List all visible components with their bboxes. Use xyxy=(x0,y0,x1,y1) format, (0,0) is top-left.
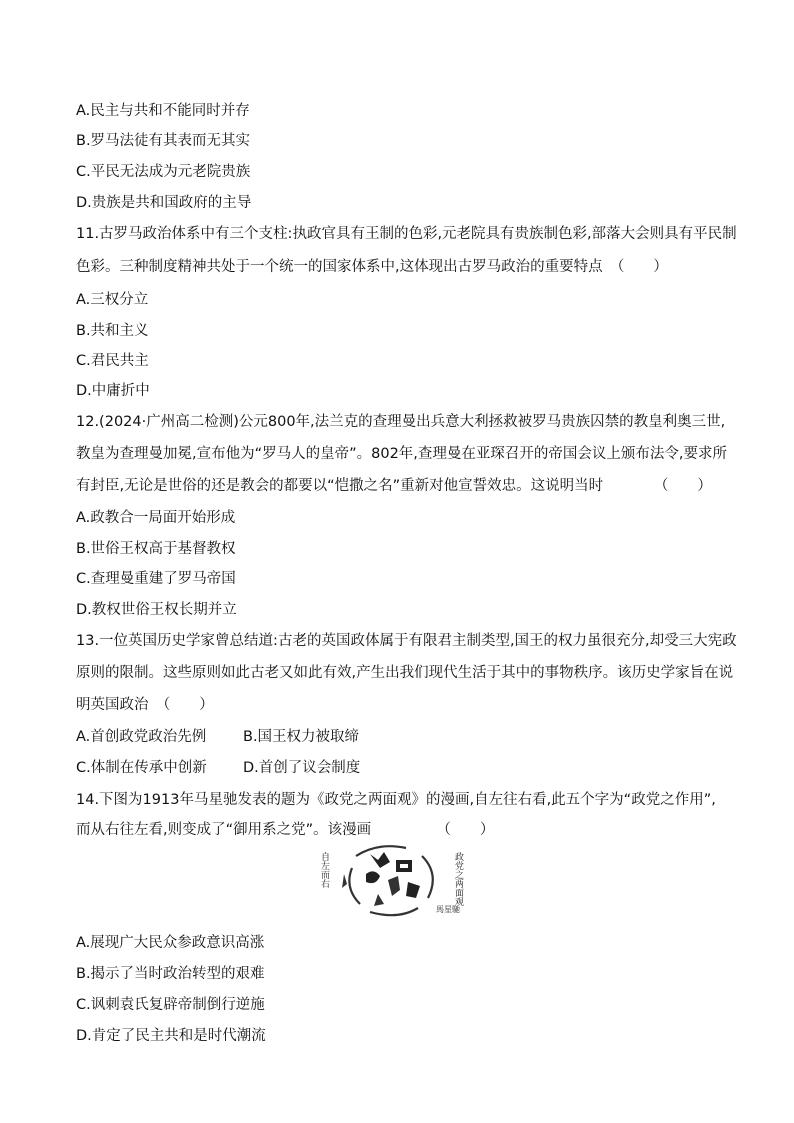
q10-option-d: D.贵族是共和国政府的主导 xyxy=(76,195,252,211)
q11-stem-line2: 色彩。三种制度精神共处于一个统一的国家体系中,这体现出古罗马政治的重要特点 （ ） xyxy=(76,259,668,275)
q11-option-d: D.中庸折中 xyxy=(76,383,150,399)
q12-stem-line2: 教皇为查理曼加冕,宣布他为“罗马人的皇帝”。802年,查理曼在亚琛召开的帝国会议上颁布法令,要求所 xyxy=(76,446,728,462)
q11-option-c: C.君民共主 xyxy=(76,353,149,369)
q12-option-c: C.查理曼重建了罗马帝国 xyxy=(76,571,236,587)
cartoon-image xyxy=(318,838,474,918)
cartoon-seal: 馬星馳 xyxy=(436,905,460,914)
q14-option-d: D.肯定了民主共和是时代潮流 xyxy=(76,1028,266,1044)
q13-stem-line2: 原则的限制。这些原则如此古老又如此有效,产生出我们现代生活于其中的事物秩序。该历史学家旨在说 xyxy=(76,665,734,681)
q14-stem-line1: 14.下图为1913年马星驰发表的题为《政党之两面观》的漫画,自左往右看,此五个字为“政党之作用”, xyxy=(76,792,716,808)
cartoon-right-caption: 政党之两面观 xyxy=(453,852,463,906)
q13-option-d: D.首创了议会制度 xyxy=(243,760,361,776)
q12-option-d: D.教权世俗王权长期并立 xyxy=(76,602,237,618)
q14-option-a: A.展现广大民众参政意识高涨 xyxy=(76,935,265,951)
q12-stem-line1: 12.(2024·广州高二检测)公元800年,法兰克的查理曼出兵意大利拯救被罗马贵族囚禁的教皇利奥三世, xyxy=(76,414,726,430)
q11-option-b: B.共和主义 xyxy=(76,323,149,339)
q13-option-a: A.首创政党政治先例 xyxy=(76,729,207,745)
q14-stem-line2: 而从右往左看,则变成了“御用系之党”。该漫画 （ ） xyxy=(76,822,495,838)
q13-stem-line1: 13.一位英国历史学家曾总结道:古老的英国政体属于有限君主制类型,国王的权力虽很充分,却受三大宪政 xyxy=(76,633,737,649)
q11-option-a: A.三权分立 xyxy=(76,292,149,308)
q10-option-a: A.民主与共和不能同时并存 xyxy=(76,103,250,119)
q12-stem-line3: 有封臣,无论是世俗的还是教会的都要以“恺撒之名”重新对他宣誓效忠。这说明当时 （ ） xyxy=(76,478,712,494)
q10-option-b: B.罗马法徒有其表而无其实 xyxy=(76,133,251,149)
q12-option-a: A.政教合一局面开始形成 xyxy=(76,510,236,526)
q11-stem-line1: 11.古罗马政治体系中有三个支柱:执政官具有王制的色彩,元老院具有贵族制色彩,部落大会则具有平民制 xyxy=(76,226,737,242)
q13-option-c: C.体制在传承中创新 xyxy=(76,760,207,776)
q10-option-c: C.平民无法成为元老院贵族 xyxy=(76,164,251,180)
q12-option-b: B.世俗王权高于基督教权 xyxy=(76,541,236,557)
q13-option-b: B.国王权力被取缔 xyxy=(243,729,360,745)
q14-option-c: C.讽刺袁氏复辟帝制倒行逆施 xyxy=(76,997,265,1013)
q14-option-b: B.揭示了当时政治转型的艰难 xyxy=(76,966,265,982)
q13-stem-line3: 明英国政治 （ ） xyxy=(76,697,214,713)
cartoon-left-caption: 自左而右 xyxy=(319,852,329,888)
